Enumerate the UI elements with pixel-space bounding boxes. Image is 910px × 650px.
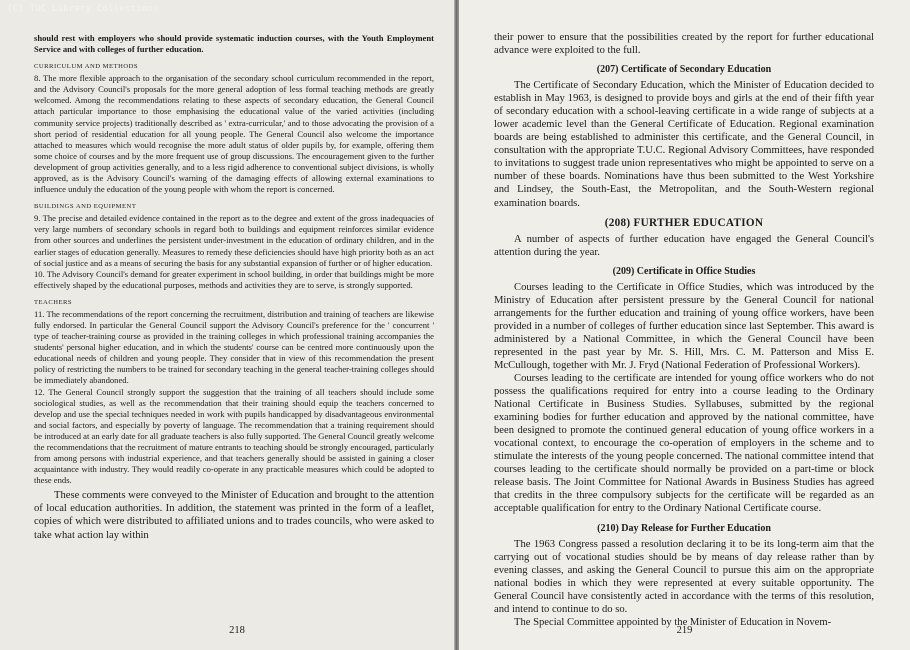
closing-paragraph: These comments were conveyed to the Minister of Education and brought to the attention of local education authorities. In addition, the statement was printed in the form of a leaflet, copies of which were distributed to affiliated unions and to trades councils, who were asked to take what action lay within <box>34 490 434 541</box>
section-heading-curriculum: CURRICULUM AND METHODS <box>34 63 139 71</box>
continuation-paragraph: their power to ensure that the possibilities created by the report for further educational advance were exploited to the full. <box>494 32 874 57</box>
paragraph-12: 12. The General Council strongly support the suggestion that the training of all teachers should include some sociological studies, as well as the recommendation that their training should equip the teachers concerned to develop and use the special techniques needed in work with pupils handicapped by disadvantageous environmental and social factors, and especially by poverty of language. The recommendation that a training requirement should be introduced at an early date for all graduate teachers is also fully supported. The General Council greatly welcome the recommendations that the recruitment of mature entrants to teaching should be strongly encouraged, particularly from among persons with industrial experience, and that teachers generally should be assisted in gaining a closer acquaintance with industry. They would readily co-operate in any practicable measures which could be adopted to these ends. <box>34 386 435 486</box>
paragraph-9: 9. The precise and detailed evidence contained in the report as to the degree and extent of the gross inadequacies of very large numbers of secondary schools in regard both to buildings and equipment reinforces similar evidence from other sources and underlines the persistent under-investment in the education of ordinary children, and in the earlier stages of education generally. Measures to remedy these deficiencies should have high priority both as an act of social justice and as a means of securing the basis for any substantial expansion of further or of higher education. <box>34 213 434 268</box>
section-heading-teachers: TEACHERS <box>34 298 73 306</box>
section-heading-buildings: BUILDINGS AND EQUIPMENT <box>34 203 137 211</box>
right-page <box>459 0 910 650</box>
heading-207: (207) Certificate of Secondary Education <box>596 64 772 76</box>
heading-208: (208) FURTHER EDUCATION <box>604 216 764 229</box>
paragraph-11: 11. The recommendations of the report concerning the recruitment, distribution and training of teachers are likewise fully endorsed. In particular the General Council support the Advisory Council's preference for the ' concurrent ' type of teacher-training course as provided in the training colleges in which professional training accompanies the students' personal higher education, and in which the students' course can be centred more continuously upon the educational needs of children and young people. They consider that in view of this recommendation the present policy of restricting the numbers to be trained for secondary teaching in the general teacher-training colleges should be immediately abandoned. <box>34 308 434 386</box>
paragraph-210-a: The 1963 Congress passed a resolution declaring it to be its long-term aim that the carrying out of vocational studies should be by means of day release rather than by evening classes, and asking the General Council to pursue this aim on the appropriate national bodies in which they were represented at every suitable opportunity. The General Council have consistently acted in accordance with the terms of this resolution, and intend to continue to do so. <box>494 538 874 615</box>
watermark-label: (C) TUC Library Collections <box>7 4 159 14</box>
page-number-right: 219 <box>676 625 693 636</box>
paragraph-10: 10. The Advisory Council's demand for greater experiment in school building, in order that buildings might be more effectively shaped by the educational purposes, methods and activities they are to serve, is strongly supported. <box>34 268 434 290</box>
paragraph-209-a: Courses leading to the Certificate in Office Studies, which was introduced by the Ministry of Education after persistent pressure by the General Council for national arrangements for the further education and training of young office workers, have been provided in a number of colleges of further education since last September. This award is administered by a National Committee, in which the General Council have been represented in the past year by Mr. S. Hill, Mrs. C. M. Patterson and Miss E. McCullough, together with Mr. J. Fryd (National Federation of Professional Workers). <box>494 281 874 371</box>
paragraph-8: 8. The more flexible approach to the organisation of the secondary school curriculum recommended in the report, and the Advisory Council's proposals for the more general adoption of less formal teaching methods are greatly welcomed. Among the recommendations relating to these aspects of secondary education, the General Council attach particular importance to those emphasising the educational value of the varied activities (including community service projects) traditionally described as ' extra-curricular,' and to those advocating the provision of a short period of residential education for all young people. The General Council also welcome the importance attached to measures which would recognise the more adult status of older pupils by, for example, offering them some choice of courses and by the more frequent use of group discussions. The encouragement given to the further development of group activities generally, and to a less rigid adherence to conventional subject divisions, is wholly approved, as is the Advisory Council's warning of the damaging effects of allowing external examinations to influence unduly the education of the young people with whom the report is concerned. <box>34 73 434 195</box>
heading-209: (209) Certificate in Office Studies <box>612 265 756 277</box>
left-intro-text: should rest with employers who should provide systematic induction courses, with the Youth Employment Service and with colleges of further education. <box>34 33 434 55</box>
paragraph-207: The Certificate of Secondary Education, which the Minister of Education decided to establish in May 1963, is designed to provide boys and girls at the end of their fifth year of secondary education with a school-leaving certificate in a wide range of subjects at a lower academic level than the General Certificate of Education. Regional examination boards are being established to administer this certificate, and the General Council, in consultation with the appropriate T.U.C. Regional Advisory Committees, have responded to invitations to suggest trade union representatives who might be appointed to serve on a number of these boards. Nominations have thus been submitted to the West Yorkshire and Lindsey, the South-East, the Metropolitan, and the South-Western regional examination boards. <box>494 80 874 209</box>
page-number-left: 218 <box>229 625 245 636</box>
left-page <box>0 0 454 650</box>
paragraph-209-b: Courses leading to the certificate are intended for young office workers who do not possess the qualifications required for entry into a course leading to the Ordinary National Certificate in Business Studies. Syllabuses, submitted by the regional examining bodies for further education and approved by the national committee, have been designed to promote the continued general education of young office workers in a vocational context, to encourage the co-operation of employers in the scheme and to stimulate the interests of the young people concerned. The national committee intend that courses leading to the certificate should normally be provided on a part-time or block release basis. The Joint Committee for National Awards in Business Studies has agreed that credits in the three compulsory subjects for the certificate will be regarded as an acceptable qualification for entry to the Ordinary National Certificate course. <box>494 372 874 515</box>
paragraph-208: A number of aspects of further education have engaged the General Council's attention during the year. <box>494 233 874 258</box>
heading-210: (210) Day Release for Further Education <box>597 522 771 534</box>
paragraph-210-b: The Special Committee appointed by the Minister of Education in Novem- <box>514 616 832 628</box>
